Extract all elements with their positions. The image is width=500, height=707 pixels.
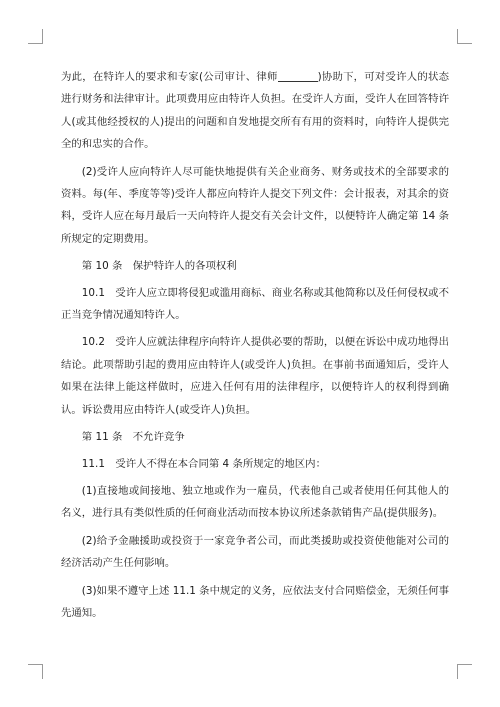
crop-mark-bottom-right	[457, 664, 472, 679]
crop-mark-top-right	[457, 29, 472, 44]
document-body	[61, 66, 449, 629]
paragraph-2: (2)受许人应向特许人尽可能快地提供有关企业商务、财务或技术的全部要求的资料。每(年、季度等等)受许人都应向特许人提交下列文件：会计报表，对其余的资料，受许人应在每月最后一天向特许人提交有关会计文件，以便特许人确定第 14 条所规定的定期费用。	[61, 165, 449, 245]
article-11-heading: 第 11 条 不允许竞争	[81, 431, 185, 444]
clause-10-2: 10.2 受许人应就法律程序向特许人提供必要的帮助，以便在诉讼中成功地得出结论。此项帮助引起的费用应由特许人(或受许人)负担。在事前书面通知后，受许人如果在法律上能这样做时，应进入任何有用的法律程序，以便特许人的权利得到确认。诉讼费用应由特许人(或受许人)负担。	[61, 336, 449, 416]
clause-11-1-item-2: (2)给予金融援助或投资于一家竞争者公司，而此类援助或投资使他能对公司的经济活动产生任何影响。	[61, 534, 449, 570]
paragraph-audit: 为此，在特许人的要求和专家(公司审计、律师 )协助下，可对受许人的状态进行财务和法律审计。此项费用应由特许人负担。在受许人方面，受许人在回答特许人(或其他经授权的人)提出的问题和自发地提交所有有用的资料时，向特许人提供完全的和忠实的合作。	[61, 71, 449, 151]
crop-mark-bottom-left	[28, 664, 43, 679]
crop-mark-top-left	[28, 29, 43, 44]
clause-11-1: 11.1 受许人不得在本合同第 4 条所规定的地区内：	[81, 457, 326, 470]
article-10-heading: 第 10 条 保护特许人的各项权利	[81, 260, 237, 273]
clause-11-1-item-1: (1)直接地或间接地、独立地或作为一雇员，代表他自己或者使用任何其他人的名义，进行具有类似性质的任何商业活动而按本协议所述条款销售产品(提供服务)。	[61, 484, 449, 520]
clause-10-1: 10.1 受许人应立即将侵犯或滥用商标、商业名称或其他简称以及任何侵权或不正当竞争情况通知特许人。	[61, 286, 449, 322]
clause-11-1-item-3: (3)如果不遵守上述 11.1 条中规定的义务，应依法支付合同赔偿金，无须任何事先通知。	[61, 584, 449, 619]
blank-fill-line	[278, 69, 318, 82]
